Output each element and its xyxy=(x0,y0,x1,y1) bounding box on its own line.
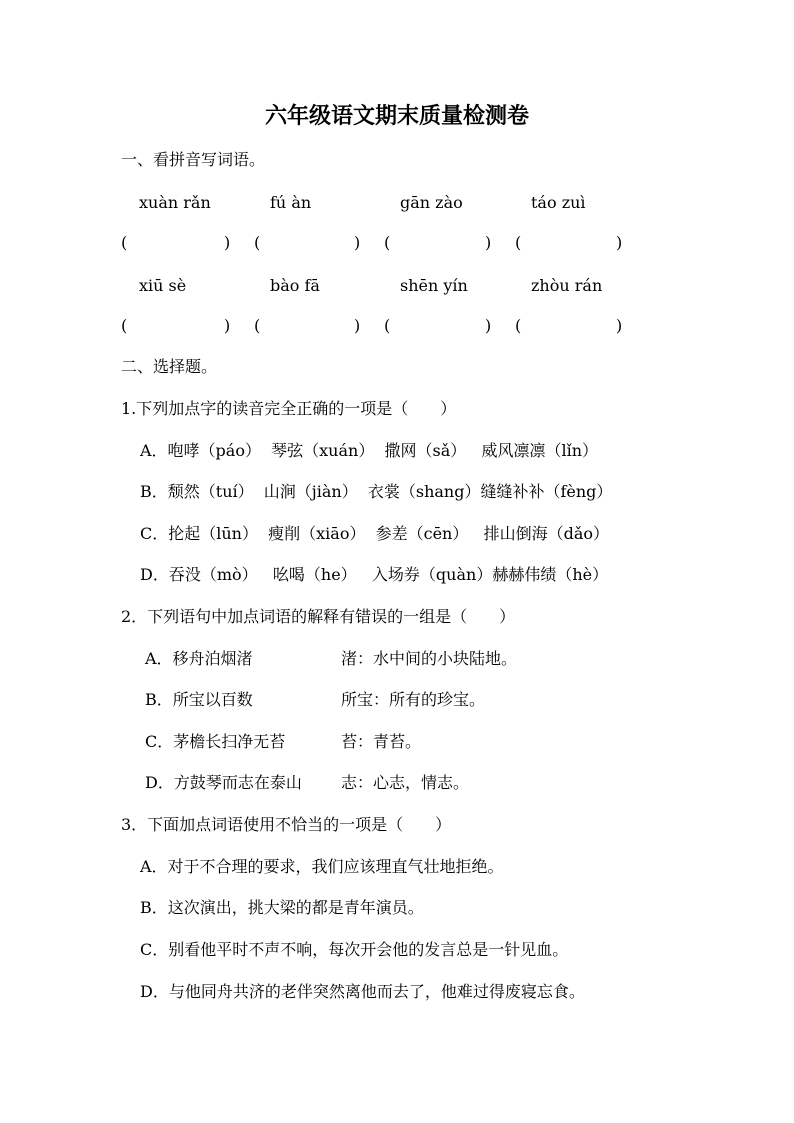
question-2-option-d: D．方鼓琴而志在泰山 xyxy=(145,773,302,792)
pinyin-1: xuàn rǎn xyxy=(139,193,211,212)
answer-box-7-open: ( xyxy=(384,316,391,335)
question-3-option-b: B．这次演出，挑大梁的都是青年演员。 xyxy=(140,898,424,917)
pinyin-8: zhòu rán xyxy=(531,276,603,295)
answer-box-1-open: ( xyxy=(121,233,128,252)
answer-box-4-open: ( xyxy=(515,233,522,252)
answer-box-2-open: ( xyxy=(254,233,261,252)
answer-box-3-close: ) xyxy=(485,233,492,252)
answer-box-8-open: ( xyxy=(515,316,522,335)
answer-box-5-close: ) xyxy=(224,316,231,335)
answer-box-5-open: ( xyxy=(121,316,128,335)
question-2-stem: 2．下列语句中加点词语的解释有错误的一组是（ ） xyxy=(121,607,516,626)
pinyin-7: shēn yín xyxy=(400,276,468,295)
section1-heading: 一、看拼音写词语。 xyxy=(121,150,266,169)
section2-heading: 二、选择题。 xyxy=(121,357,218,376)
question-2-option-d-explain: 志：心志，情志。 xyxy=(341,773,470,792)
pinyin-4: táo zuì xyxy=(531,193,586,212)
pinyin-6: bào fā xyxy=(270,276,320,295)
question-1-option-b: B．颓然（tuí） 山涧（jiàn） 衣裳（shang）缝缝补补（fèng） xyxy=(140,482,613,501)
question-3-option-a: A．对于不合理的要求，我们应该理直气壮地拒绝。 xyxy=(140,857,504,876)
question-1-option-d: D．吞没（mò） 吆喝（he） 入场券（quàn）赫赫伟绩（hè） xyxy=(140,565,609,584)
question-3-option-c: C．别看他平时不声不响，每次开会他的发言总是一针见血。 xyxy=(140,940,569,959)
question-2-option-b: B．所宝以百数 xyxy=(145,690,253,709)
pinyin-2: fú àn xyxy=(270,193,312,212)
answer-box-1-close: ) xyxy=(224,233,231,252)
question-2-option-c-explain: 苔：青苔。 xyxy=(341,732,422,751)
question-2-option-b-explain: 所宝：所有的珍宝。 xyxy=(341,690,486,709)
answer-box-3-open: ( xyxy=(384,233,391,252)
answer-box-2-close: ) xyxy=(354,233,361,252)
question-3-option-d: D．与他同舟共济的老伴突然离他而去了，他难过得废寝忘食。 xyxy=(140,982,585,1001)
answer-box-6-open: ( xyxy=(254,316,261,335)
answer-box-6-close: ) xyxy=(354,316,361,335)
answer-box-4-close: ) xyxy=(616,233,623,252)
question-1-stem: 1.下列加点字的读音完全正确的一项是（ ） xyxy=(121,399,457,418)
answer-box-8-close: ) xyxy=(616,316,623,335)
question-1-option-a: A．咆哮（páo） 琴弦（xuán） 撒网（sǎ） 威风凛凛（lǐn） xyxy=(140,441,599,460)
question-3-stem: 3．下面加点词语使用不恰当的一项是（ ） xyxy=(121,815,452,834)
question-2-option-a: A．移舟泊烟渚 xyxy=(145,649,253,668)
page-title: 六年级语文期末质量检测卷 xyxy=(264,104,529,129)
question-1-option-c: C．抡起（lūn） 瘦削（xiāo） 参差（cēn） 排山倒海（dǎo） xyxy=(140,524,610,543)
pinyin-3: gān zào xyxy=(400,193,463,212)
pinyin-5: xiū sè xyxy=(139,276,187,295)
answer-box-7-close: ) xyxy=(485,316,492,335)
question-2-option-a-explain: 渚：水中间的小块陆地。 xyxy=(341,649,518,668)
question-2-option-c: C．茅檐长扫净无苔 xyxy=(145,732,286,751)
